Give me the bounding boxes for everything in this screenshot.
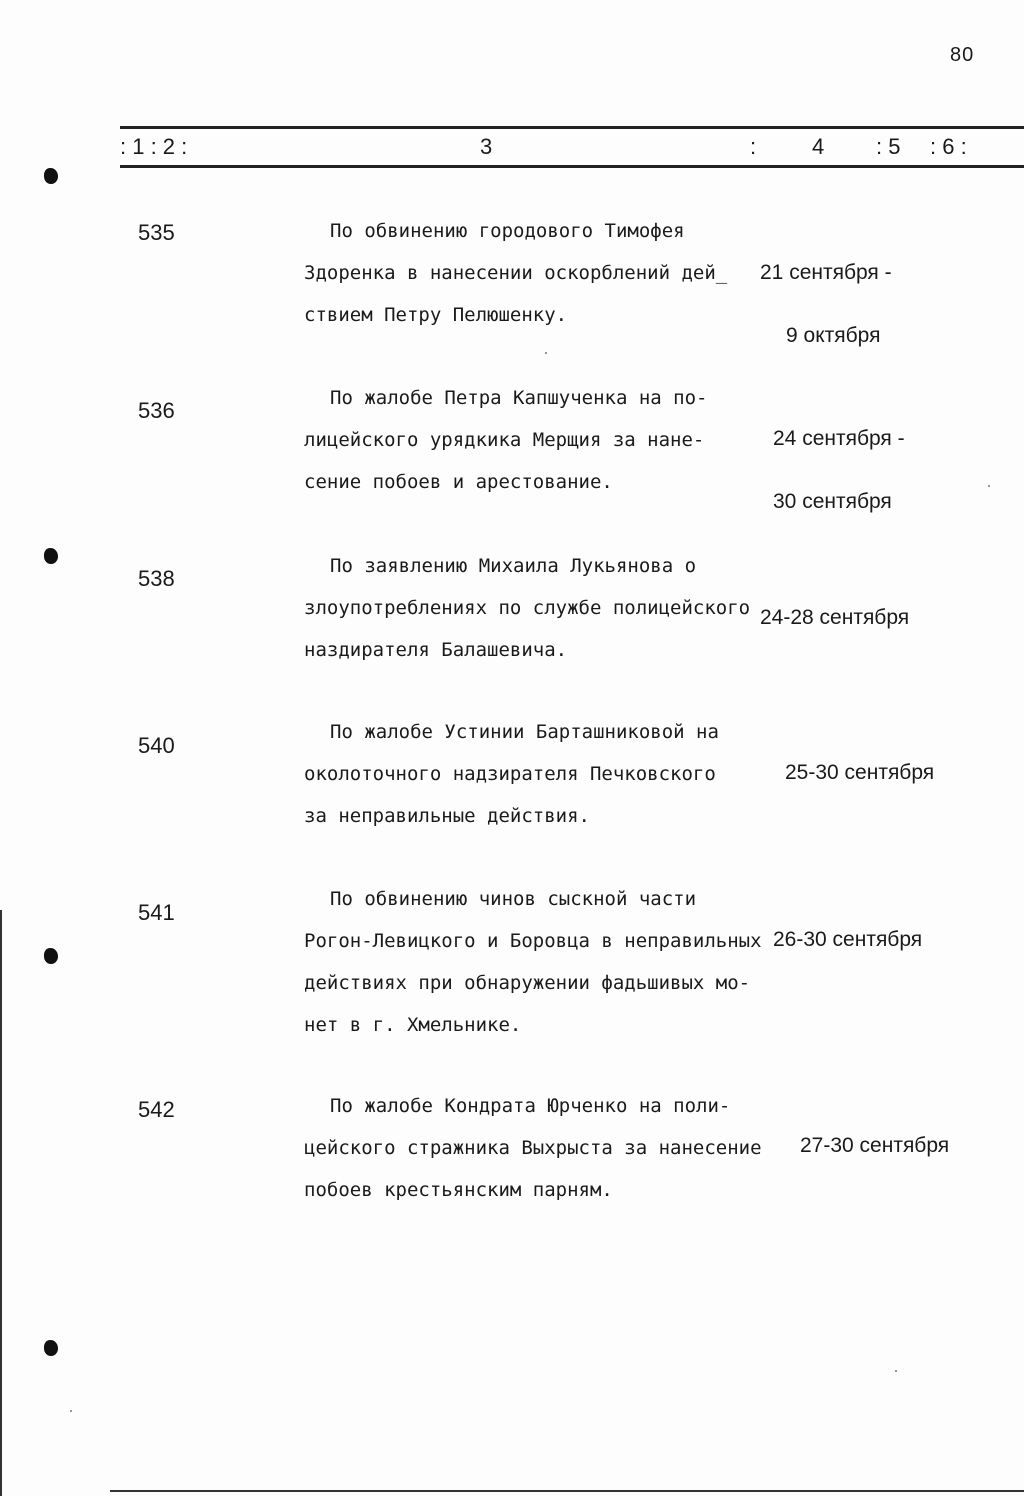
description-line: По жалобе Кондрата Юрченко на поли- [330, 1095, 731, 1117]
row-description [304, 545, 824, 671]
description-line: Здоренка в нанесении оскорблений дей_ [304, 262, 728, 284]
row-description [304, 210, 774, 336]
date-line: 9 октября [786, 324, 881, 347]
row-date [760, 220, 892, 388]
header-col-5: : 5 [876, 134, 901, 159]
description-line: По обвинению городового Тимофея [330, 220, 685, 242]
date-line: 21 сентября - [760, 261, 892, 284]
row-number: 535 [138, 220, 175, 245]
description-line: цейского стражника Выхрыста за нанесение [304, 1137, 762, 1159]
page-number: 80 [950, 44, 975, 66]
scan-speck [988, 485, 990, 487]
header-col-3: 3 [480, 134, 493, 159]
header-col-4: 4 [812, 134, 825, 159]
scan-speck [545, 352, 547, 354]
date-line: 26-30 сентября [773, 928, 923, 951]
description-line: По жалобе Петра Капшученка на по- [330, 387, 708, 409]
date-line: 30 сентября [773, 490, 892, 513]
date-line: 27-30 сентября [800, 1134, 950, 1157]
row-date [785, 720, 934, 825]
header-rule-top [120, 126, 1024, 129]
row-number: 540 [138, 733, 175, 758]
row-date [773, 386, 905, 554]
row-number: 536 [138, 398, 175, 423]
description-line: По жалобе Устинии Барташниковой на [330, 721, 719, 743]
header-separator: : [750, 134, 757, 159]
description-line: сение побоев и арестование. [304, 471, 613, 493]
description-line: за неправильные действия. [304, 805, 590, 827]
row-number: 542 [138, 1097, 175, 1122]
row-description [304, 377, 774, 503]
row-date [760, 565, 909, 670]
date-line: 24 сентября - [773, 427, 905, 450]
row-description [304, 878, 824, 1046]
row-number: 541 [138, 900, 175, 925]
description-line: побоев крестьянским парням. [304, 1179, 613, 1201]
header-col-6: : 6 : [930, 134, 967, 159]
description-line: действиях при обнаружении фадьшивых мо- [304, 972, 751, 994]
description-line: ствием Петру Пелюшенку. [304, 304, 568, 326]
date-line: 25-30 сентября [785, 761, 935, 784]
bottom-edge-line [110, 1490, 1024, 1492]
binding-hole [44, 548, 58, 564]
description-line: По заявлению Михаила Лукьянова о [330, 555, 697, 577]
description-line: нет в г. Хмельнике. [304, 1014, 522, 1036]
row-description [304, 1085, 824, 1211]
row-number: 538 [138, 566, 175, 591]
binding-hole [44, 168, 58, 184]
row-description [304, 711, 774, 837]
description-line: лицейского урядкика Мерщия за нане- [304, 429, 705, 451]
header-rule-bottom [120, 165, 1024, 168]
description-line: злоупотреблениях по службе полицейского [304, 597, 751, 619]
row-date [800, 1093, 949, 1198]
row-date [773, 887, 922, 992]
description-line: околоточного надзирателя Печковского [304, 763, 716, 785]
date-line: 24-28 сентября [760, 606, 910, 629]
binding-hole [44, 1340, 58, 1356]
description-line: По обвинению чинов сыскной части [330, 888, 697, 910]
header-col-1-2: : 1 : 2 : [120, 134, 188, 159]
scan-speck [895, 1370, 897, 1372]
binding-hole [44, 948, 58, 964]
margin-edge-line [0, 910, 2, 1496]
scan-speck [70, 1410, 72, 1412]
description-line: наздирателя Балашевича. [304, 639, 568, 661]
description-line: Рогон-Левицкого и Боровца в неправильных [304, 930, 762, 952]
